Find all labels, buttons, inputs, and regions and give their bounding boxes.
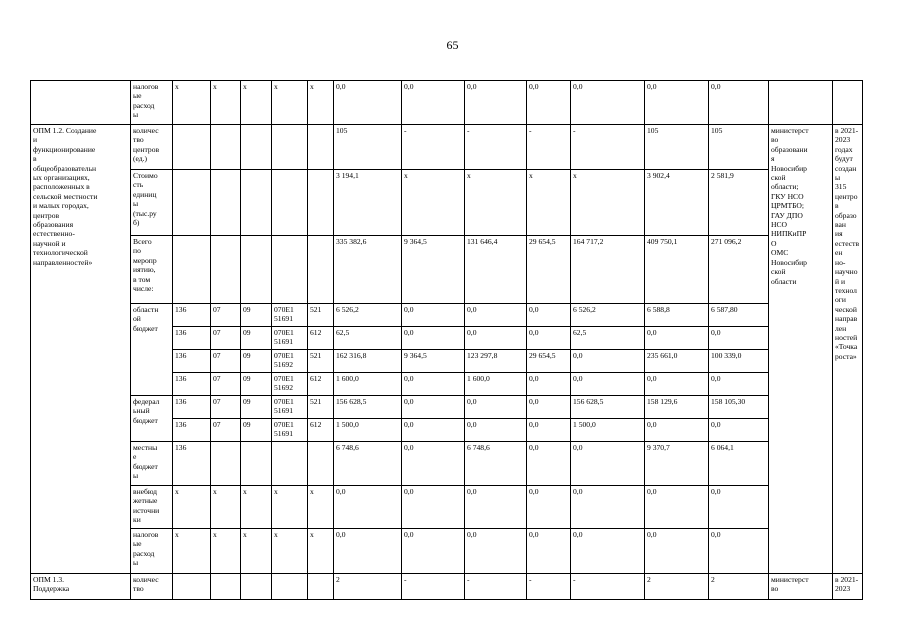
table-cell: 09 [241,396,272,419]
table-cell: 0,0 [645,486,709,529]
table-row [31,304,863,327]
result-cell: в 2021- 2023 годах будут созданы 315 центров образован ия естествен но- научной и технологи ческой направлен ностей «Точка роста» [833,125,863,574]
table-cell: 1 600,0 [465,373,527,396]
table-cell: 2 581,9 [709,170,769,236]
page-number: 65 [446,38,459,52]
table-cell: 612 [308,327,334,350]
table-cell: 156 628,5 [334,396,402,419]
table-row [31,170,863,236]
table-cell: 0,0 [402,304,465,327]
table-cell: 0,0 [527,442,571,486]
table-cell [211,236,241,304]
table-cell: 07 [211,373,241,396]
table-cell: 07 [211,327,241,350]
table-cell: - [527,574,571,600]
table-cell: 0,0 [402,81,465,125]
table-cell: 6 748,6 [334,442,402,486]
table-cell: 62,5 [571,327,645,350]
table-cell: 105 [709,125,769,170]
table-cell [272,574,308,600]
table-cell: х [173,81,211,125]
table-cell: 9 370,7 [645,442,709,486]
table-cell: х [241,486,272,529]
table-cell: 09 [241,373,272,396]
table-cell: х [211,486,241,529]
table-cell: Всего по меропр иятию, в том числе: [131,236,173,304]
table-cell: 0,0 [465,529,527,574]
table-cell: 3 194,1 [334,170,402,236]
budget-source-cell: областн ой бюджет [131,304,173,396]
table-cell [241,236,272,304]
table-cell: местны е бюджет ы [131,442,173,486]
table-cell: количес тво [131,574,173,600]
table-cell: 136 [173,373,211,396]
table-cell [211,125,241,170]
table-cell: х [241,529,272,574]
table-cell: 29 654,5 [527,236,571,304]
table-cell: 0,0 [709,419,769,442]
table-cell: 62,5 [334,327,402,350]
table-cell: 0,0 [527,81,571,125]
table-cell: 158 105,30 [709,396,769,419]
table-cell: 070Е1 51692 [272,350,308,373]
table-cell: 0,0 [527,327,571,350]
table-cell: 0,0 [709,327,769,350]
table-cell: 235 661,0 [645,350,709,373]
table-cell [241,170,272,236]
table-cell [272,442,308,486]
table-cell: 07 [211,419,241,442]
table-cell: 105 [645,125,709,170]
table-cell: 409 750,1 [645,236,709,304]
table-cell: 131 646,4 [465,236,527,304]
table-row [31,396,863,419]
table-cell [272,236,308,304]
table-cell [211,442,241,486]
table-cell: 0,0 [571,373,645,396]
table-cell: х [272,81,308,125]
table-cell: 1 600,0 [334,373,402,396]
table-cell: х [527,170,571,236]
table-cell: 0,0 [645,373,709,396]
table-cell: 136 [173,419,211,442]
table-cell: - [465,125,527,170]
table-cell: 0,0 [527,529,571,574]
table-cell: 0,0 [709,373,769,396]
table-row [31,486,863,529]
table-cell: 29 654,5 [527,350,571,373]
table-cell: 0,0 [334,486,402,529]
table-cell: 6 588,8 [645,304,709,327]
table-cell: 07 [211,396,241,419]
table-cell: 070Е1 51691 [272,304,308,327]
table-cell: 0,0 [709,81,769,125]
table-cell: 6 526,2 [334,304,402,327]
table-cell: 0,0 [645,81,709,125]
table-cell: 0,0 [402,396,465,419]
measure-name-cell: ОПМ 1.2. Создание и функционирование в общеобразовательн ых организациях, расположенных в сельской местности и малых городах, центров образования естественно- научной и технологической направленностей» [31,125,131,574]
table-cell: 0,0 [527,419,571,442]
table-cell [272,170,308,236]
table-cell: 1 500,0 [334,419,402,442]
table-cell: х [241,81,272,125]
table-cell: количес тво центров (ед.) [131,125,173,170]
table-cell: 0,0 [571,81,645,125]
table-row [31,236,863,304]
table-cell: 1 500,0 [571,419,645,442]
table-cell: 070Е1 51691 [272,327,308,350]
table-cell: х [402,170,465,236]
table-cell: 0,0 [527,396,571,419]
table-cell: х [211,529,241,574]
table-cell: 164 717,2 [571,236,645,304]
table-cell: 9 364,5 [402,350,465,373]
table-cell: х [308,486,334,529]
table-cell: 070Е1 51691 [272,396,308,419]
table-cell: 09 [241,350,272,373]
table-cell: 0,0 [571,442,645,486]
table-cell: в 2021- 2023 [833,574,863,600]
table-cell: 612 [308,373,334,396]
table-cell: 521 [308,396,334,419]
table-cell: 0,0 [334,81,402,125]
table-cell: 2 [645,574,709,600]
table-cell: 612 [308,419,334,442]
table-cell: 0,0 [571,486,645,529]
table-cell: 136 [173,304,211,327]
table-cell: - [402,574,465,600]
table-cell: 6 526,2 [571,304,645,327]
table-cell [173,236,211,304]
table-cell: х [211,81,241,125]
table-cell: х [308,81,334,125]
table-cell: 070Е1 51692 [272,373,308,396]
table-cell [173,170,211,236]
table-cell: 09 [241,419,272,442]
budget-source-cell: федерал ьный бюджет [131,396,173,442]
table-cell: х [173,486,211,529]
table-cell [308,236,334,304]
table-cell: 0,0 [402,442,465,486]
table-cell: 0,0 [465,396,527,419]
table-cell: внебюд жетные источни ки [131,486,173,529]
table-cell: - [571,125,645,170]
table-cell: налогов ые расход ы [131,529,173,574]
table-cell: 0,0 [571,529,645,574]
table-cell [308,125,334,170]
table-row [31,574,863,600]
table-cell [211,170,241,236]
table-cell: 0,0 [527,373,571,396]
table-cell: 0,0 [527,304,571,327]
table-cell [769,81,833,125]
table-cell: Стоимо сть единиц ы (тыс.ру б) [131,170,173,236]
table-cell: 136 [173,327,211,350]
table-cell: 162 316,8 [334,350,402,373]
table-cell: х [465,170,527,236]
table-cell: - [571,574,645,600]
table-cell: 0,0 [645,529,709,574]
table-cell: 0,0 [465,327,527,350]
budget-table [30,80,863,600]
table-cell: 136 [173,396,211,419]
table-cell: 0,0 [465,304,527,327]
table-row [31,442,863,486]
table-cell [308,170,334,236]
table-cell: 0,0 [402,373,465,396]
table-cell: 156 628,5 [571,396,645,419]
table-cell: 521 [308,350,334,373]
table-cell: 0,0 [571,350,645,373]
table-cell: налогов ые расход ы [131,81,173,125]
table-cell [833,81,863,125]
table-cell: 0,0 [527,486,571,529]
table-cell [272,125,308,170]
table-cell [31,81,131,125]
table-cell: 07 [211,350,241,373]
table-cell: - [402,125,465,170]
table-cell: х [272,486,308,529]
table-cell: 0,0 [402,419,465,442]
table-cell: 0,0 [465,419,527,442]
table-cell: 2 [709,574,769,600]
table-cell: 100 339,0 [709,350,769,373]
table-cell: 335 382,6 [334,236,402,304]
table-cell: 136 [173,442,211,486]
table-cell: 09 [241,327,272,350]
table-cell: х [308,529,334,574]
table-cell [173,574,211,600]
table-cell: - [527,125,571,170]
table-cell: 136 [173,350,211,373]
table-cell [173,125,211,170]
table-cell: ОПМ 1.3. Поддержка [31,574,131,600]
table-cell: министерст во [769,574,833,600]
table-cell: 6 064,1 [709,442,769,486]
table-cell: 6 587,80 [709,304,769,327]
table-cell: 07 [211,304,241,327]
table-cell: 9 364,5 [402,236,465,304]
table-cell: 158 129,6 [645,396,709,419]
table-cell: 3 902,4 [645,170,709,236]
table-cell: 271 096,2 [709,236,769,304]
table-cell [308,574,334,600]
table-cell: 070Е1 51691 [272,419,308,442]
table-cell: х [173,529,211,574]
table-cell [241,442,272,486]
table-cell [308,442,334,486]
table-cell: 0,0 [334,529,402,574]
table-row [31,529,863,574]
table-cell: 105 [334,125,402,170]
table-cell: 0,0 [709,529,769,574]
table-cell: 0,0 [465,81,527,125]
table-cell: 0,0 [645,419,709,442]
table-cell: 0,0 [402,486,465,529]
table-row [31,81,863,125]
table-cell: 0,0 [465,486,527,529]
table-cell: 0,0 [402,327,465,350]
table-cell: 6 748,6 [465,442,527,486]
responsible-cell: министерст во образовани я Новосибир ской области; ГКУ НСО ЦРМТБО; ГАУ ДПО НСО НИПКиПР О ОМС Новосибир ской области [769,125,833,574]
table-cell: 0,0 [645,327,709,350]
table-cell [211,574,241,600]
table-cell: х [571,170,645,236]
table-cell: - [465,574,527,600]
table-cell: 123 297,8 [465,350,527,373]
table-cell: х [272,529,308,574]
table-row [31,125,863,170]
table-cell [241,125,272,170]
table-cell: 09 [241,304,272,327]
table-cell: 0,0 [709,486,769,529]
table-cell: 2 [334,574,402,600]
table-cell [241,574,272,600]
table-cell: 0,0 [402,529,465,574]
table-cell: 521 [308,304,334,327]
